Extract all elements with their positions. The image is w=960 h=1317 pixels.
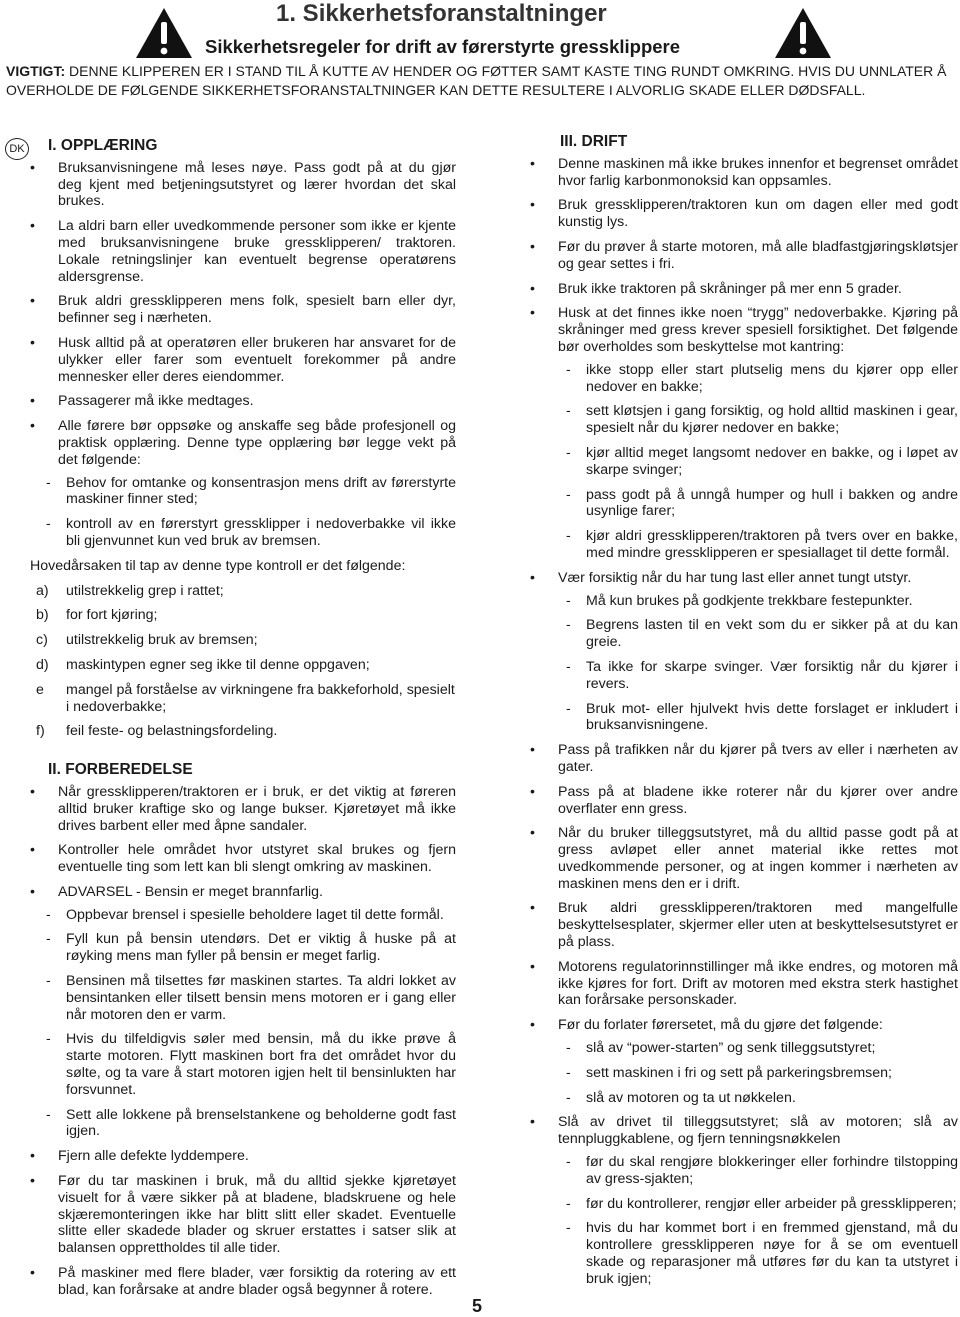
sub-list-item: - Begrens lasten til en vekt som du er sikker på at du kan greie. [558,617,958,651]
notice-text: DENNE KLIPPEREN ER I STAND TIL Å KUTTE AV HENDER OG FØTTER SAMT KASTE TING RUNDT OMKRING. HVIS DU UNNLATER Å OVERHOLDE DE FØLGENDE SIKKERHETSFORANSTALTNINGER KAN DETTE RESULTERE I ALVORLIG SKADE ELLER DØDSFALL. [6,63,947,98]
sub-list [558,1040,958,1106]
list-item: • Fjern alle defekte lyddempere. [30,1148,456,1165]
safety-notice [6,62,956,100]
preparation-list [30,784,456,1299]
list-item [30,884,456,1140]
sub-list-item: - kjør aldri gressklipperen/traktoren på tvers over en bakke, med mindre gressklipperen er spesiallaget til dette formål. [558,528,958,562]
sub-list [558,1154,958,1288]
sub-list-item: - ikke stopp eller start plutselig mens du kjører opp eller nedover en bakke; [558,362,958,396]
section-heading-preparation: II. FORBEREDELSE [48,761,193,779]
section-heading-training: I. OPPLÆRING [48,137,158,154]
sub-list-item: - Bruk mot- eller hjulvekt hvis dette forslaget er inkludert i bruksanvisningene. [558,701,958,735]
list-item: • Når du bruker tilleggsutstyret, må du alltid passe godt på at gress avløpet eller annet material ikke rettes mot uvedkommende personer, og at ingen kommer i nærheten av maskinen mens den er i drift. [530,825,958,892]
language-badge: DK [5,138,29,160]
list-item [530,570,958,734]
list-item [530,305,958,561]
cause-list [30,583,456,741]
cause-letter: d) [36,656,49,673]
sub-list-item: - sett maskinen i fri og sett på parkeringsbremsen; [558,1065,958,1082]
list-item: • Pass på trafikken når du kjører på tvers av eller i nærheten av gater. [530,742,958,776]
sub-list-item: - før du skal rengjøre blokkeringer eller forhindre tilstopping av gress-sjakten; [558,1154,958,1188]
sub-list-item: - Fyll kun på bensin utendørs. Det er viktig å huske på at røyking mens man fyller på bensin er meget farlig. [38,931,456,965]
cause-text: utilstrekkelig bruk av bremsen; [66,632,258,649]
sub-list-item: - hvis du har kommet bort i en fremmed gjenstand, må du kontrollere gressklipperen nøye for å se om eventuell skade og reparasjoner må utføres før du kan ta utstyret i bruk igjen; [558,1220,958,1287]
warning-triangle-icon [773,6,833,60]
sub-list-item: - Behov for omtanke og konsentrasjon mens drift av førerstyrte maskiner finner sted; [38,475,456,509]
list-item-text: Før du forlater førersetet, må du gjøre det følgende: [558,1017,883,1034]
sub-list-item: - Ta ikke for skarpe svinger. Vær forsiktig når du kjører i revers. [558,659,958,693]
section-heading-operation: III. DRIFT [560,133,628,150]
page-subtitle: Sikkerhetsregeler for drift av førerstyrte gressklippere [205,36,681,57]
right-column [530,134,958,1296]
sub-list-item: - sett kløtsjen i gang forsiktig, og hold alltid maskinen i gear, spesielt når du kjører nedover en bakke; [558,403,958,437]
cause-letter: b) [36,607,49,624]
cause-item [30,607,456,624]
list-item: • Bruk aldri gressklipperen/traktoren med mangelfulle beskyttelsesplater, skjermer eller uten at beskyttelsesutstyret er på plass. [530,900,958,950]
cause-text: for fort kjøring; [66,607,158,624]
sub-list-item: - Bensinen må tilsettes før maskinen startes. Ta aldri lokket av bensintanken eller tilsett bensin mens motoren er i gang eller når motoren den er varm. [38,973,456,1023]
cause-item [30,632,456,649]
sub-list-item: - Sett alle lokkene på brenselstankene og beholderne godt fast igjen. [38,1107,456,1141]
sub-list [38,907,456,1141]
sub-list [38,475,456,550]
cause-text: mangel på forståelse av virkningene fra bakkeforhold, spesielt i nedoverbakke; [66,681,455,715]
training-list [30,160,456,550]
sub-list-item: - Må kun brukes på godkjente trekkbare festepunkter. [558,593,958,610]
list-item-text: ADVARSEL - Bensin er meget brannfarlig. [58,883,323,900]
sub-list-item: - pass godt på å unngå humper og hull i bakken og andre usynlige farer; [558,487,958,521]
cause-text: feil feste- og belastningsfordeling. [66,723,278,740]
sub-list [558,593,958,735]
list-item-text: Alle førere bør oppsøke og anskaffe seg både profesjonell og praktisk opplæring. Denne type opplæring bør legge vekt på det følgende: [58,418,456,468]
cause-letter: a) [36,582,49,599]
cause-item [30,723,456,740]
sub-list-item: - før du kontrollerer, rengjør eller arbeider på gressklipperen; [558,1196,958,1213]
list-item [530,1017,958,1106]
list-item: • La aldri barn eller uvedkommende personer som ikke er kjente med bruksanvisningene bruke gressklipperen/ traktoren. Lokale retningslinjer kan eventuelt begrense operatørens aldersgrense. [30,218,456,285]
sub-list [558,362,958,562]
sub-list-item: - slå av motoren og ta ut nøkkelen. [558,1090,958,1107]
cause-letter: e [36,681,44,698]
list-item [30,418,456,550]
cause-item [30,657,456,674]
list-item: • Motorens regulatorinnstillinger må ikke endres, og motoren må ikke kjøres for fort. Drift av motoren med ekstra sterk hastighet kan forårsake personskader. [530,959,958,1009]
list-item: • Bruk gressklipperen/traktoren kun om dagen eller med godt kunstig lys. [530,197,958,231]
notice-lead: VIGTIGT: [6,63,66,79]
list-item: • Pass på at bladene ikke roterer når du kjører over andre overflater enn gress. [530,784,958,818]
list-item: • Før du tar maskinen i bruk, må du alltid sjekke kjøretøyet visuelt for å være sikker på at bladene, bladskruene og hele skjæremonteringen ikke har blitt slitt eller skadet. Eventuelle slitte eller skadede blader og skruer erstattes i satser slik at balansen opprettholdes til alle tider. [30,1173,456,1257]
cause-item [30,583,456,600]
list-item-text: Vær forsiktig når du har tung last eller annet tungt utstyr. [558,569,912,586]
cause-text: utilstrekkelig grep i rattet; [66,582,224,599]
cause-letter: f) [36,723,45,740]
main-cause-text: Hovedårsaken til tap av denne type kontroll er det følgende: [30,557,406,574]
operation-list [530,156,958,1288]
list-item-text: Husk at det finnes ikke noen “trygg” nedoverbakke. Kjøring på skråninger med gress krever spesiell forsiktighet. Det følgende bør overholdes som beskyttelse mot kantring: [558,305,958,355]
sub-list-item: - slå av “power-starten” og senk tilleggsutstyret; [558,1040,958,1057]
list-item [530,1114,958,1287]
list-item-text: Slå av drivet til tilleggsutstyret; slå av motoren; slå av tennpluggkablene, og fjern tenningsnøkkelen [558,1114,958,1148]
cause-item [30,682,456,716]
sub-list-item: - Hvis du tilfeldigvis søler med bensin, må du ikke prøve å starte motoren. Flytt maskinen bort fra det området hvor du sølte, og ta vare å start motoren igjen helt til bensinlukten har forsvunnet. [38,1031,456,1098]
page-title: 1. Sikkerhetsforanstaltninger [276,0,607,27]
sub-list-item: - Oppbevar brensel i spesielle beholdere laget til dette formål. [38,907,456,924]
page-number: 5 [472,1296,483,1316]
sub-list-item: - kjør alltid meget langsomt nedover en bakke, og i løpet av skarpe svinger; [558,445,958,479]
list-item: • Bruk aldri gressklipperen mens folk, spesielt barn eller dyr, befinner seg i nærheten. [30,293,456,327]
list-item: • Bruk ikke traktoren på skråninger på mer enn 5 grader. [530,281,958,298]
warning-triangle-icon [134,6,194,60]
sub-list-item: - kontroll av en førerstyrt gressklipper i nedoverbakke vil ikke bli gjenvunnet kun ved bruk av bremsen. [38,516,456,550]
list-item: • Husk alltid på at operatøren eller brukeren har ansvaret for de ulykker eller farer som eventuelt forekommer på andre mennesker eller deres eiendommer. [30,335,456,385]
list-item: • På maskiner med flere blader, vær forsiktig da rotering av ett blad, kan forårsake at andre blader også begynner å rotere. [30,1265,456,1299]
cause-letter: c) [36,632,48,649]
list-item: • Kontroller hele området hvor utstyret skal brukes og fjern eventuelle ting som lett kan bli slengt omkring av maskinen. [30,842,456,876]
list-item: • Når gressklipperen/traktoren er i bruk, er det viktig at føreren alltid bruker kraftige sko og lange bukser. Kjøretøyet må ikke drives barbent eller med åpne sandaler. [30,784,456,834]
list-item: • Før du prøver å starte motoren, må alle bladfastgjøringskløtsjer og gear settes i fri. [530,239,958,273]
left-column [30,138,456,1307]
list-item: • Bruksanvisningene må leses nøye. Pass godt på at du gjør deg kjent med betjeningsutstyret og lærer hvordan det skal brukes. [30,160,456,210]
list-item: • Denne maskinen må ikke brukes innenfor et begrenset området hvor farlig karbonmonoksid kan oppsamles. [530,156,958,190]
list-item: • Passagerer må ikke medtages. [30,393,456,410]
cause-text: maskintypen egner seg ikke til denne oppgaven; [66,656,370,673]
